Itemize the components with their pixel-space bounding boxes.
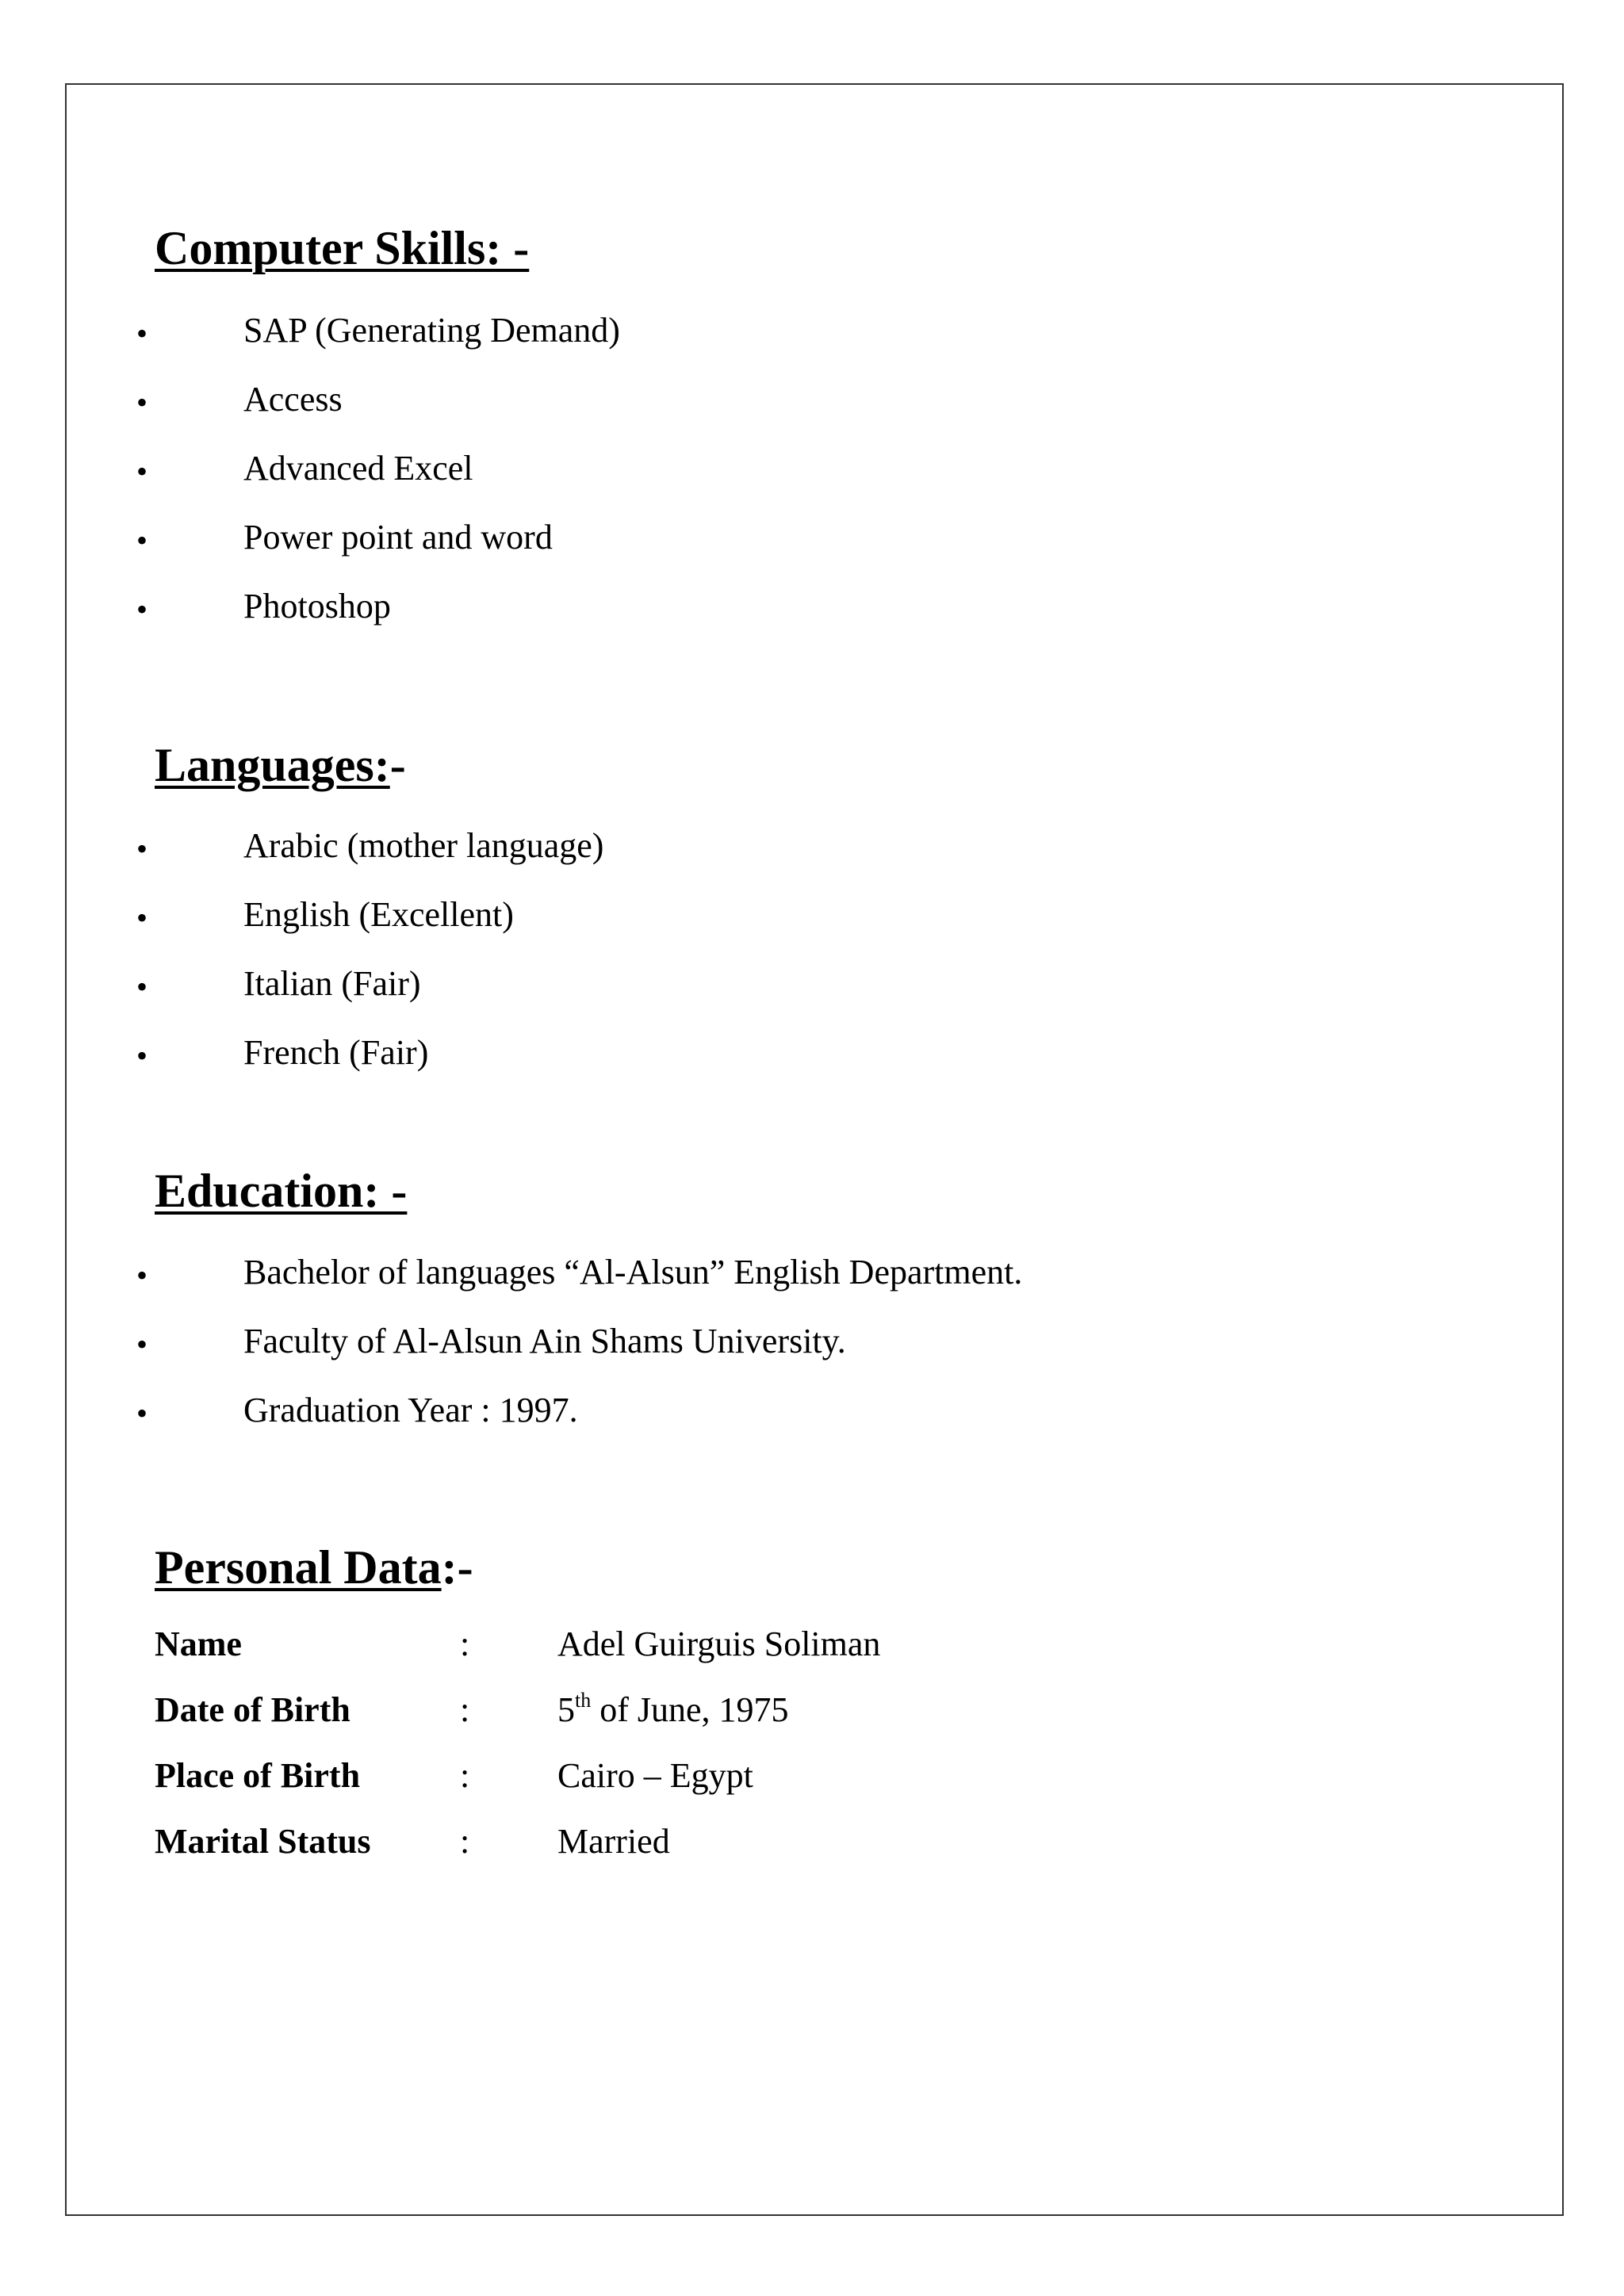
separator: : (460, 1690, 470, 1729)
bullet-icon: • (136, 385, 148, 420)
bullet-icon: • (136, 316, 148, 351)
bullet-icon: • (136, 969, 148, 1004)
pob-label: Place of Birth (155, 1756, 361, 1795)
bullet-icon: • (136, 591, 148, 627)
languages-heading: Languages:- (155, 739, 406, 791)
bullet-icon: • (136, 900, 148, 936)
bullet-icon: • (136, 1038, 148, 1073)
marital-value: Married (557, 1822, 670, 1861)
bullet-icon: • (136, 453, 148, 489)
pob-value: Cairo – Egypt (557, 1756, 753, 1795)
computer-skills-heading: Computer Skills: - (155, 222, 530, 274)
marital-label: Marital Status (155, 1822, 371, 1861)
bullet-icon: • (136, 522, 148, 558)
separator: : (460, 1822, 470, 1861)
bullet-icon: • (136, 1395, 148, 1431)
bullet-icon: • (136, 1257, 148, 1293)
name-label: Name (155, 1624, 242, 1663)
bullet-icon: • (136, 831, 148, 867)
personal-data-row-marital (0, 1824, 1624, 1872)
separator: : (460, 1624, 470, 1663)
name-value: Adel Guirguis Soliman (557, 1624, 881, 1663)
personal-data-row-dob (0, 1689, 1624, 1740)
separator: : (460, 1756, 470, 1795)
personal-data-heading: Personal Data:- (155, 1541, 473, 1594)
bullet-icon: • (136, 1326, 148, 1362)
personal-data-row-name (0, 1624, 1624, 1674)
personal-data-row-pob (0, 1758, 1624, 1806)
dob-value: 5th of June, 1975 (557, 1689, 789, 1729)
education-heading: Education: - (155, 1165, 408, 1217)
dob-label: Date of Birth (155, 1690, 350, 1729)
